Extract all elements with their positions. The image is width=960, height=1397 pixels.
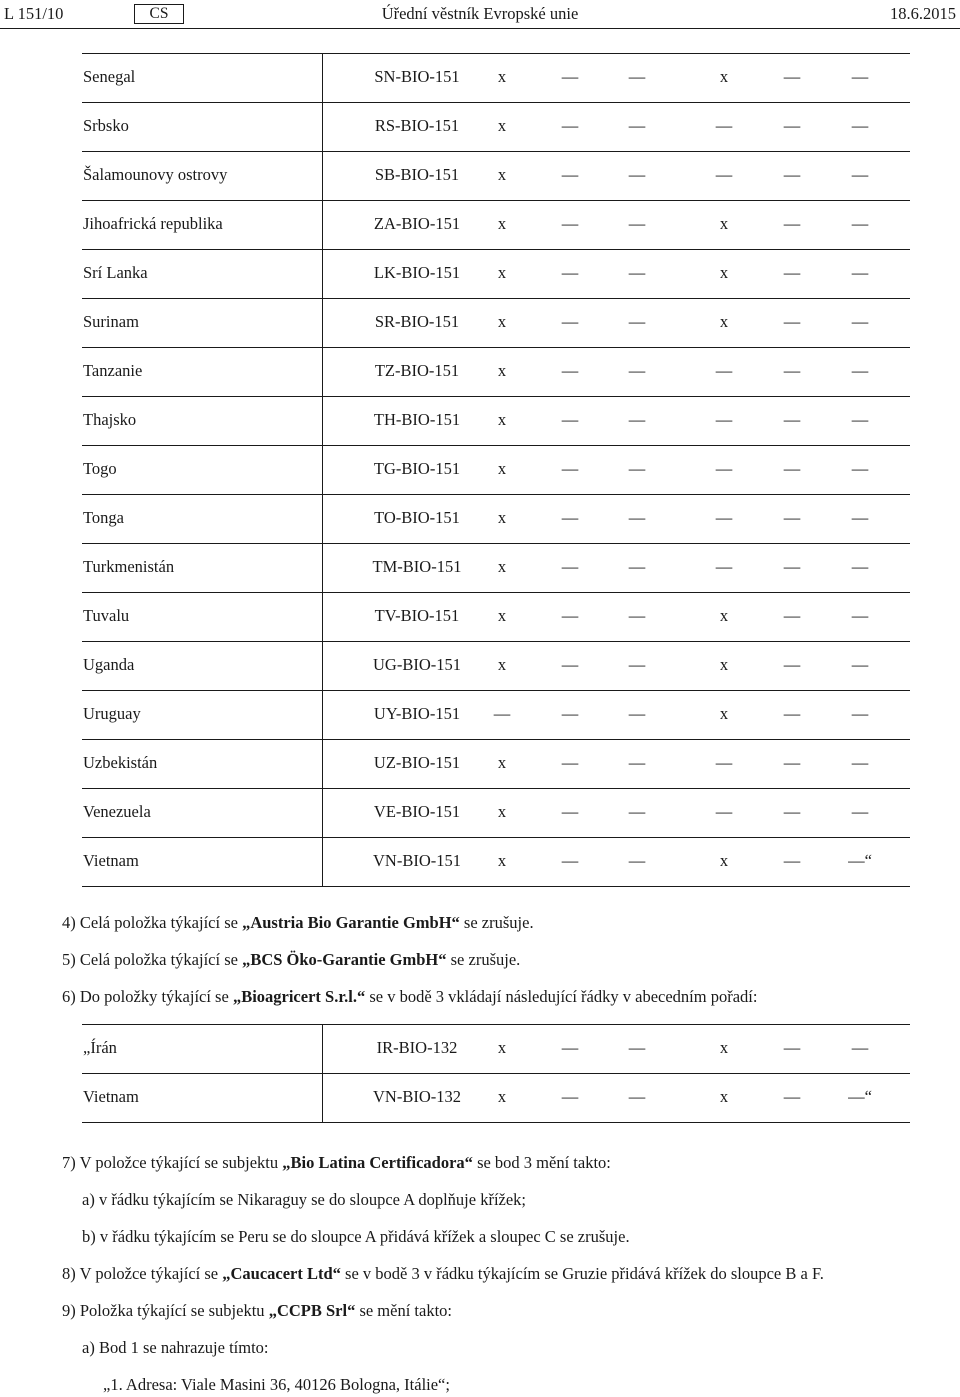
mark-cell: x bbox=[497, 753, 507, 772]
table-row bbox=[82, 740, 910, 789]
country-cell: „Írán bbox=[83, 1038, 117, 1057]
table-row bbox=[82, 201, 910, 250]
item-text-pre: Položka týkající se subjektu bbox=[79, 1301, 269, 1320]
item-entity-name: „BCS Öko-Garantie GmbH“ bbox=[242, 950, 447, 969]
mark-cell: — bbox=[493, 704, 511, 723]
item-8 bbox=[62, 1263, 824, 1285]
item-number: 5) bbox=[62, 950, 76, 969]
code-cell: TM-BIO-151 bbox=[372, 557, 462, 576]
quoted-address: „1. Adresa: Viale Masini 36, 40126 Bologna, Itálie“; bbox=[103, 1375, 450, 1394]
mark-cell: — bbox=[715, 116, 733, 135]
mark-cell: x bbox=[497, 851, 507, 870]
mark-cell: x bbox=[719, 1087, 729, 1106]
mark-cell: — bbox=[561, 214, 579, 233]
table-row bbox=[82, 250, 910, 299]
mark-cell: x bbox=[497, 606, 507, 625]
mark-cell: — bbox=[561, 67, 579, 86]
country-cell: Uzbekistán bbox=[83, 753, 158, 772]
table-row bbox=[82, 642, 910, 691]
mark-cell: — bbox=[783, 459, 801, 478]
mark-cell: — bbox=[783, 557, 801, 576]
table-row bbox=[82, 691, 910, 740]
item-text-post: se v bodě 3 vkládají následující řádky v abecedním pořadí: bbox=[365, 987, 758, 1006]
mark-cell: x bbox=[497, 361, 507, 380]
mark-cell: x bbox=[497, 263, 507, 282]
mark-cell: — bbox=[783, 116, 801, 135]
mark-cell: — bbox=[628, 606, 646, 625]
item-number: 4) bbox=[62, 913, 76, 932]
code-cell: VN-BIO-132 bbox=[373, 1087, 461, 1106]
code-cell: TH-BIO-151 bbox=[373, 410, 461, 429]
mark-cell: — bbox=[783, 508, 801, 527]
mark-cell: x bbox=[497, 214, 507, 233]
mark-cell: — bbox=[851, 753, 869, 772]
mark-cell: — bbox=[628, 704, 646, 723]
item-text: Bod 1 se nahrazuje tímto: bbox=[98, 1338, 269, 1357]
mark-cell: x bbox=[719, 1038, 729, 1057]
mark-cell: — bbox=[783, 606, 801, 625]
code-cell: VE-BIO-151 bbox=[373, 802, 461, 821]
item-number: a) bbox=[82, 1190, 95, 1209]
mark-cell: — bbox=[783, 263, 801, 282]
item-text-post: se bod 3 mění takto: bbox=[472, 1153, 611, 1172]
mark-cell: — bbox=[561, 361, 579, 380]
item-entity-name: „Bioagricert S.r.l.“ bbox=[232, 987, 366, 1006]
table-row bbox=[82, 54, 910, 103]
country-cell: Jihoafrická republika bbox=[83, 214, 223, 233]
mark-cell: — bbox=[783, 851, 801, 870]
code-cell: UZ-BIO-151 bbox=[373, 753, 461, 772]
mark-cell: — bbox=[561, 508, 579, 527]
page-reference: L 151/10 bbox=[4, 4, 64, 23]
code-cell: UY-BIO-151 bbox=[373, 704, 461, 723]
code-cell: VN-BIO-151 bbox=[373, 851, 461, 870]
item-text-pre: V položce týkající se subjektu bbox=[79, 1153, 283, 1172]
mark-cell: — bbox=[561, 802, 579, 821]
item-5 bbox=[62, 949, 520, 971]
mark-cell: x bbox=[719, 606, 729, 625]
code-cell: UG-BIO-151 bbox=[373, 655, 461, 674]
country-cell: Vietnam bbox=[83, 1087, 139, 1106]
item-6 bbox=[62, 986, 757, 1008]
item-text-pre: Celá položka týkající se bbox=[79, 950, 243, 969]
table-row bbox=[82, 152, 910, 201]
item-text-pre: V položce týkající se bbox=[79, 1264, 223, 1283]
mark-cell: — bbox=[628, 851, 646, 870]
mark-cell: x bbox=[497, 67, 507, 86]
mark-cell: — bbox=[851, 312, 869, 331]
mark-cell: — bbox=[628, 508, 646, 527]
table-row bbox=[82, 348, 910, 397]
mark-cell: — bbox=[783, 361, 801, 380]
item-entity-name: „Bio Latina Certificadora“ bbox=[282, 1153, 473, 1172]
table-row bbox=[82, 103, 910, 152]
mark-cell: — bbox=[783, 410, 801, 429]
code-cell: TV-BIO-151 bbox=[374, 606, 460, 625]
mark-cell: — bbox=[783, 1087, 801, 1106]
table-row bbox=[82, 593, 910, 642]
mark-cell: — bbox=[851, 67, 869, 86]
mark-cell: — bbox=[715, 753, 733, 772]
table-row bbox=[82, 1025, 910, 1074]
mark-cell: — bbox=[628, 67, 646, 86]
item-text: v řádku týkajícím se Nikaraguy se do sloupce A doplňuje křížek; bbox=[98, 1190, 527, 1209]
mark-cell: x bbox=[497, 1038, 507, 1057]
mark-cell: — bbox=[561, 606, 579, 625]
country-cell: Šalamounovy ostrovy bbox=[83, 165, 228, 184]
table-row bbox=[82, 789, 910, 838]
table-row bbox=[82, 397, 910, 446]
country-cell: Togo bbox=[83, 459, 117, 478]
item-text-post: se zrušuje. bbox=[446, 950, 521, 969]
mark-cell: x bbox=[497, 655, 507, 674]
item-7a bbox=[82, 1189, 526, 1211]
mark-cell: — bbox=[561, 704, 579, 723]
mark-cell: — bbox=[561, 116, 579, 135]
item-entity-name: „CCPB Srl“ bbox=[268, 1301, 356, 1320]
mark-cell: — bbox=[561, 851, 579, 870]
item-text-pre: Celá položka týkající se bbox=[79, 913, 243, 932]
item-text-post: se mění takto: bbox=[355, 1301, 453, 1320]
item-9 bbox=[62, 1300, 452, 1322]
item-number: b) bbox=[82, 1227, 96, 1246]
item-number: 8) bbox=[62, 1264, 76, 1283]
mark-cell: x bbox=[719, 704, 729, 723]
mark-cell: — bbox=[783, 704, 801, 723]
mark-cell: — bbox=[851, 410, 869, 429]
mark-cell: x bbox=[497, 1087, 507, 1106]
certification-table-151 bbox=[82, 53, 910, 887]
table-row bbox=[82, 446, 910, 495]
mark-cell: — bbox=[628, 263, 646, 282]
item-4 bbox=[62, 912, 534, 934]
item-7 bbox=[62, 1152, 611, 1174]
language-badge: CS bbox=[134, 4, 184, 24]
code-cell: RS-BIO-151 bbox=[374, 116, 460, 135]
mark-cell: — bbox=[851, 606, 869, 625]
table-row bbox=[82, 299, 910, 348]
mark-cell: — bbox=[561, 263, 579, 282]
mark-cell: — bbox=[628, 214, 646, 233]
country-cell: Tuvalu bbox=[83, 606, 130, 625]
mark-cell: — bbox=[851, 263, 869, 282]
mark-cell: x bbox=[719, 214, 729, 233]
item-7b bbox=[82, 1226, 630, 1248]
mark-cell: — bbox=[783, 1038, 801, 1057]
certification-table-132 bbox=[82, 1024, 910, 1123]
mark-cell: — bbox=[783, 753, 801, 772]
mark-cell: x bbox=[497, 116, 507, 135]
mark-cell: — bbox=[851, 557, 869, 576]
code-cell: LK-BIO-151 bbox=[373, 263, 461, 282]
country-cell: Uruguay bbox=[83, 704, 141, 723]
mark-cell: — bbox=[561, 1038, 579, 1057]
mark-cell: — bbox=[628, 753, 646, 772]
code-cell: SR-BIO-151 bbox=[374, 312, 460, 331]
mark-cell: — bbox=[715, 410, 733, 429]
mark-cell: — bbox=[783, 165, 801, 184]
mark-cell: — bbox=[851, 802, 869, 821]
table-row bbox=[82, 495, 910, 544]
mark-cell: — bbox=[783, 67, 801, 86]
code-cell: TG-BIO-151 bbox=[373, 459, 461, 478]
table-row bbox=[82, 838, 910, 887]
country-cell: Thajsko bbox=[83, 410, 137, 429]
mark-cell: — bbox=[851, 116, 869, 135]
mark-cell: x bbox=[497, 165, 507, 184]
mark-cell: x bbox=[719, 851, 729, 870]
mark-cell: — bbox=[561, 1087, 579, 1106]
mark-cell: — bbox=[851, 214, 869, 233]
table-row bbox=[82, 544, 910, 593]
item-number: 9) bbox=[62, 1301, 76, 1320]
item-number: 6) bbox=[62, 987, 76, 1006]
mark-cell: — bbox=[561, 410, 579, 429]
mark-cell: x bbox=[719, 655, 729, 674]
mark-cell: — bbox=[561, 557, 579, 576]
mark-cell: — bbox=[851, 655, 869, 674]
mark-cell: x bbox=[497, 557, 507, 576]
country-cell: Vietnam bbox=[83, 851, 139, 870]
mark-cell: x bbox=[497, 410, 507, 429]
country-cell: Tonga bbox=[83, 508, 125, 527]
mark-cell: — bbox=[561, 165, 579, 184]
mark-cell: — bbox=[851, 704, 869, 723]
mark-cell: x bbox=[497, 802, 507, 821]
code-cell: ZA-BIO-151 bbox=[373, 214, 461, 233]
country-cell: Surinam bbox=[83, 312, 139, 331]
mark-cell: — bbox=[715, 802, 733, 821]
item-number: 7) bbox=[62, 1153, 76, 1172]
country-cell: Srbsko bbox=[83, 116, 129, 135]
item-number: a) bbox=[82, 1338, 95, 1357]
mark-cell: —“ bbox=[848, 851, 872, 870]
mark-cell: x bbox=[497, 459, 507, 478]
mark-cell: — bbox=[715, 165, 733, 184]
code-cell: TZ-BIO-151 bbox=[374, 361, 460, 380]
mark-cell: — bbox=[783, 802, 801, 821]
mark-cell: — bbox=[628, 312, 646, 331]
mark-cell: — bbox=[628, 1038, 646, 1057]
publication-date: 18.6.2015 bbox=[890, 4, 956, 23]
country-cell: Tanzanie bbox=[83, 361, 143, 380]
item-text-post: se v bodě 3 v řádku týkajícím se Gruzie přidává křížek do sloupce B a F. bbox=[340, 1264, 824, 1283]
mark-cell: x bbox=[497, 312, 507, 331]
mark-cell: — bbox=[628, 557, 646, 576]
mark-cell: x bbox=[719, 263, 729, 282]
country-cell: Uganda bbox=[83, 655, 135, 674]
mark-cell: — bbox=[715, 459, 733, 478]
code-cell: SN-BIO-151 bbox=[374, 67, 460, 86]
mark-cell: — bbox=[851, 1038, 869, 1057]
mark-cell: —“ bbox=[848, 1087, 872, 1106]
mark-cell: — bbox=[851, 361, 869, 380]
mark-cell: — bbox=[561, 753, 579, 772]
mark-cell: — bbox=[628, 116, 646, 135]
mark-cell: x bbox=[497, 508, 507, 527]
mark-cell: x bbox=[719, 312, 729, 331]
mark-cell: — bbox=[628, 802, 646, 821]
item-text: v řádku týkajícím se Peru se do sloupce A přidává křížek a sloupec C se zrušuje. bbox=[99, 1227, 630, 1246]
item-9a bbox=[82, 1337, 269, 1359]
country-cell: Srí Lanka bbox=[83, 263, 148, 282]
mark-cell: — bbox=[628, 165, 646, 184]
mark-cell: — bbox=[628, 459, 646, 478]
mark-cell: x bbox=[719, 67, 729, 86]
mark-cell: — bbox=[783, 312, 801, 331]
mark-cell: — bbox=[715, 557, 733, 576]
item-text-post: se zrušuje. bbox=[459, 913, 534, 932]
item-text-pre: Do položky týkající se bbox=[79, 987, 233, 1006]
country-cell: Turkmenistán bbox=[83, 557, 175, 576]
item-9a-quote bbox=[103, 1374, 450, 1396]
mark-cell: — bbox=[628, 1087, 646, 1106]
mark-cell: — bbox=[628, 361, 646, 380]
mark-cell: — bbox=[628, 410, 646, 429]
mark-cell: — bbox=[561, 312, 579, 331]
country-cell: Senegal bbox=[83, 67, 136, 86]
header-rule bbox=[0, 28, 960, 29]
mark-cell: — bbox=[628, 655, 646, 674]
code-cell: SB-BIO-151 bbox=[374, 165, 460, 184]
mark-cell: — bbox=[851, 459, 869, 478]
mark-cell: — bbox=[561, 459, 579, 478]
item-entity-name: „Caucacert Ltd“ bbox=[222, 1264, 341, 1283]
table-row bbox=[82, 1074, 910, 1123]
mark-cell: — bbox=[715, 361, 733, 380]
mark-cell: — bbox=[715, 508, 733, 527]
mark-cell: — bbox=[783, 214, 801, 233]
code-cell: TO-BIO-151 bbox=[374, 508, 460, 527]
code-cell: IR-BIO-132 bbox=[376, 1038, 458, 1057]
item-entity-name: „Austria Bio Garantie GmbH“ bbox=[242, 913, 460, 932]
mark-cell: — bbox=[783, 655, 801, 674]
mark-cell: — bbox=[851, 165, 869, 184]
mark-cell: — bbox=[561, 655, 579, 674]
journal-title: Úřední věstník Evropské unie bbox=[381, 4, 579, 23]
mark-cell: — bbox=[851, 508, 869, 527]
country-cell: Venezuela bbox=[83, 802, 151, 821]
